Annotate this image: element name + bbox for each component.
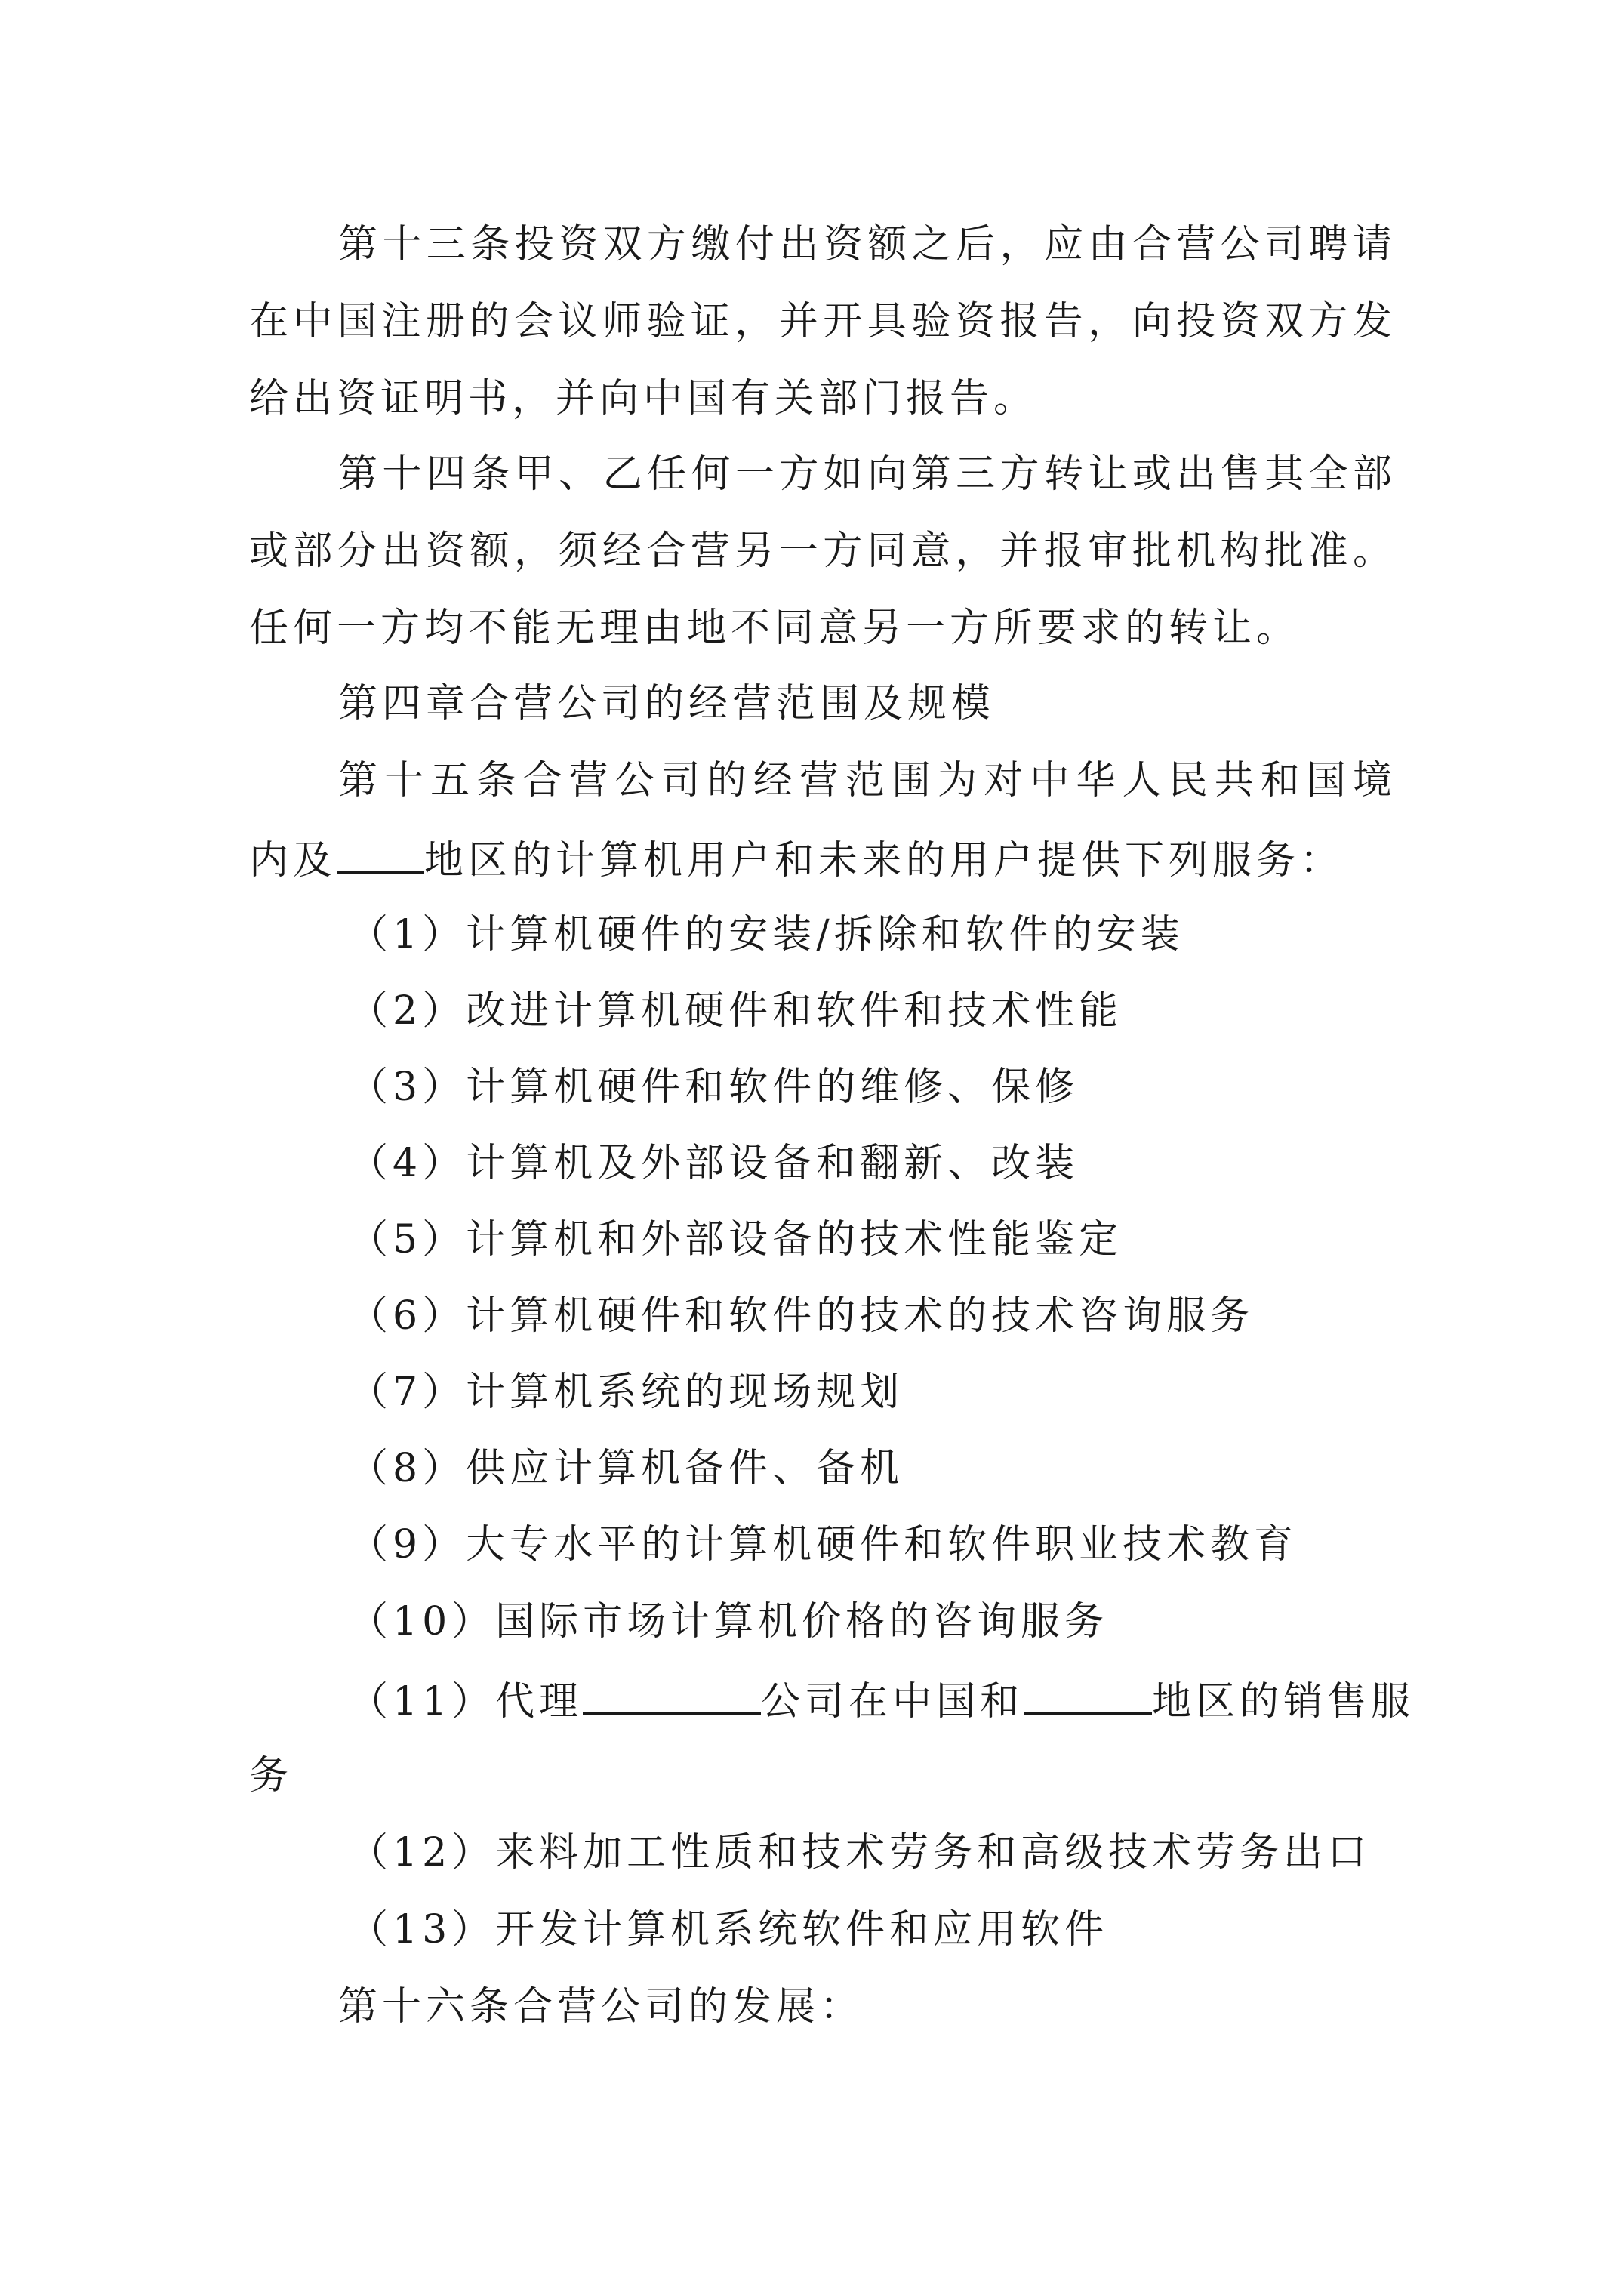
chapter-4-heading: 第四章合营公司的经营范围及规模 bbox=[338, 681, 996, 726]
article-15-line-2 bbox=[249, 834, 1397, 882]
service-item-13: （13）开发计算机系统软件和应用软件 bbox=[349, 1907, 1109, 1952]
article-16-heading: 第十六条合营公司的发展： bbox=[338, 1984, 864, 2029]
service-item-11-part-1: （11）代理 bbox=[349, 1679, 584, 1724]
service-item-4: （4）计算机及外部设备和翻新、改装 bbox=[349, 1141, 1079, 1186]
service-item-3: （3）计算机硬件和软件的维修、保修 bbox=[349, 1065, 1079, 1110]
article-14-line-1: 第十四条甲、乙任何一方如向第三方转让或出售其全部 bbox=[338, 451, 1397, 497]
article-15-line-2-start: 内及 bbox=[249, 838, 337, 883]
service-item-1: （1）计算机硬件的安装/拆除和软件的安装 bbox=[349, 912, 1184, 957]
article-13-line-3: 给出资证明书，并向中国有关部门报告。 bbox=[249, 376, 1038, 421]
article-15-line-2-end: 地区的计算机用户和未来的用户提供下列服务： bbox=[424, 838, 1344, 883]
service-item-12: （12）来料加工性质和技术劳务和高级技术劳务出口 bbox=[349, 1830, 1372, 1875]
blank-region-1 bbox=[337, 834, 424, 874]
service-item-5: （5）计算机和外部设备的技术性能鉴定 bbox=[349, 1217, 1123, 1262]
article-13-line-1: 第十三条投资双方缴付出资额之后，应由合营公司聘请 bbox=[338, 222, 1397, 267]
service-item-2: （2）改进计算机硬件和软件和技术性能 bbox=[349, 988, 1123, 1034]
service-item-6: （6）计算机硬件和软件的技术的技术咨询服务 bbox=[349, 1293, 1255, 1339]
service-item-11-part-3: 地区的销售服 bbox=[1152, 1679, 1415, 1724]
article-13-line-2: 在中国注册的会议师验证，并开具验资报告，向投资双方发 bbox=[249, 299, 1397, 344]
article-14-line-2: 或部分出资额，须经合营另一方同意，并报审批机构批准。 bbox=[249, 529, 1397, 574]
service-item-8: （8）供应计算机备件、备机 bbox=[349, 1446, 904, 1491]
service-item-9: （9）大专水平的计算机硬件和软件职业技术教育 bbox=[349, 1522, 1298, 1567]
blank-region-2 bbox=[1024, 1675, 1152, 1715]
article-14-line-3: 任何一方均不能无理由地不同意另一方所要求的转让。 bbox=[249, 606, 1301, 651]
service-item-11 bbox=[349, 1675, 1415, 1724]
service-item-7: （7）计算机系统的现场规划 bbox=[349, 1370, 904, 1415]
service-item-10: （10）国际市场计算机价格的咨询服务 bbox=[349, 1599, 1109, 1644]
service-item-11-continuation: 务 bbox=[249, 1753, 294, 1798]
blank-company bbox=[583, 1675, 761, 1715]
article-15-line-1: 第十五条合营公司的经营范围为对中华人民共和国境 bbox=[338, 758, 1397, 803]
service-item-11-part-2: 公司在中国和 bbox=[761, 1679, 1024, 1724]
